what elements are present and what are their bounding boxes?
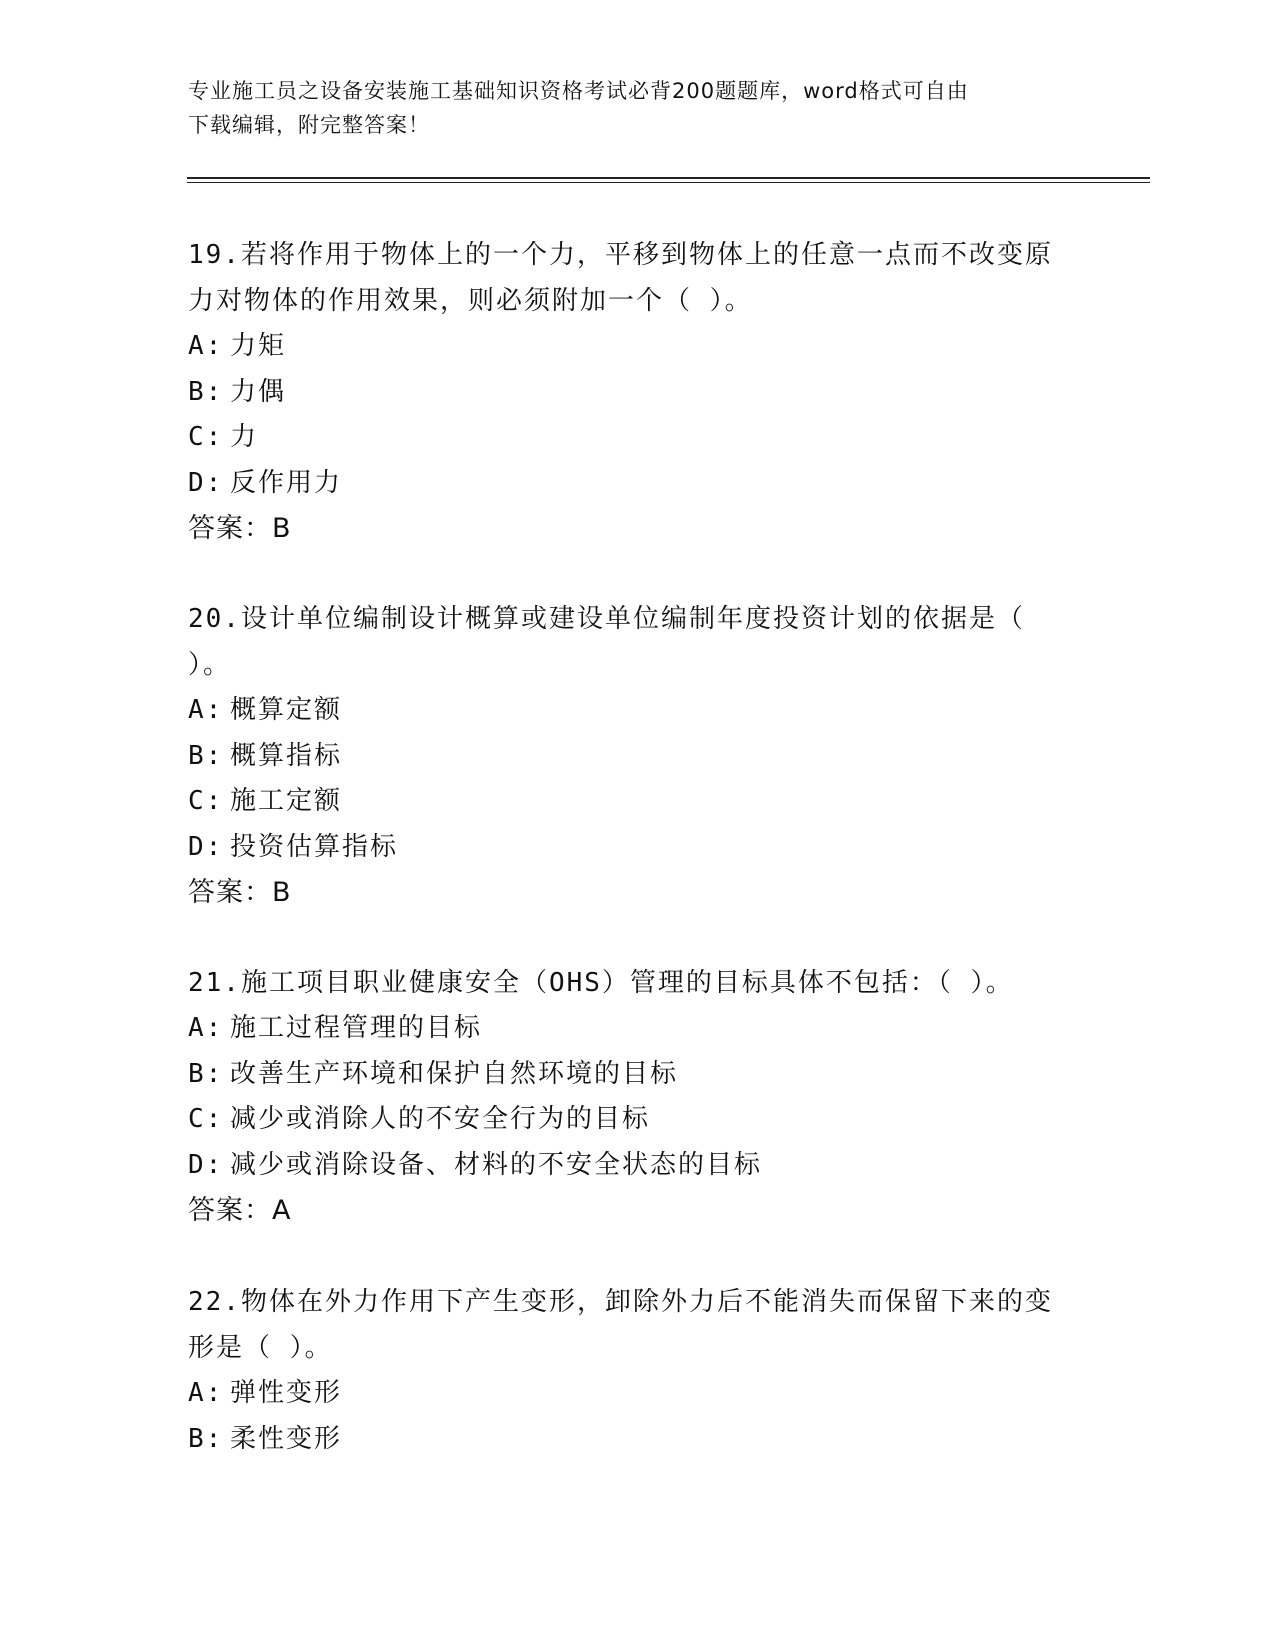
option-letter: D: xyxy=(188,831,224,862)
option-d xyxy=(188,825,1088,871)
option-text: 改善生产环境和保护自然环境的目标 xyxy=(230,1058,679,1089)
option-text: 减少或消除人的不安全行为的目标 xyxy=(230,1104,651,1134)
option-text: 减少或消除设备、材料的不安全状态的目标 xyxy=(230,1149,763,1180)
option-text: 施工过程管理的目标 xyxy=(230,1013,483,1043)
option-a xyxy=(188,688,1088,734)
option-d xyxy=(188,1143,1088,1189)
document-header xyxy=(188,74,1068,142)
option-b xyxy=(188,734,1088,780)
option-text: 力 xyxy=(230,422,259,452)
option-d xyxy=(188,461,1088,507)
question-stem-line: 力对物体的作用效果，则必须附加一个（ ）。 xyxy=(188,286,753,316)
option-b xyxy=(188,1052,1088,1098)
header-line-2: 下载编辑，附完整答案！ xyxy=(188,113,430,137)
option-letter: A: xyxy=(188,1013,224,1043)
option-letter: B: xyxy=(188,1423,224,1454)
option-b xyxy=(188,1417,1088,1463)
option-letter: C: xyxy=(188,1104,224,1134)
option-letter: C: xyxy=(188,786,224,816)
option-c xyxy=(188,415,1088,461)
option-c xyxy=(188,779,1088,825)
option-letter: B: xyxy=(188,740,224,771)
header-divider-thin xyxy=(187,182,1150,183)
question-22 xyxy=(188,1279,1088,1462)
option-text: 柔性变形 xyxy=(230,1423,343,1454)
option-c xyxy=(188,1097,1088,1143)
option-text: 力矩 xyxy=(230,331,287,361)
answer-line: 答案：B xyxy=(188,877,292,908)
question-stem-line: 形是（ ）。 xyxy=(188,1333,333,1363)
option-text: 概算定额 xyxy=(230,695,343,725)
question-stem-line: 19.若将作用于物体上的一个力，平移到物体上的任意一点而不改变原 xyxy=(188,240,1053,270)
answer-line: 答案：A xyxy=(188,1195,292,1226)
question-19 xyxy=(188,232,1088,552)
header-divider-thick xyxy=(187,177,1150,179)
option-a xyxy=(188,1371,1088,1417)
option-letter: D: xyxy=(188,467,224,498)
option-text: 投资估算指标 xyxy=(230,831,399,862)
option-text: 弹性变形 xyxy=(230,1378,343,1408)
question-stem-line: 20.设计单位编制设计概算或建设单位编制年度投资计划的依据是（ xyxy=(188,604,1025,634)
option-letter: D: xyxy=(188,1149,224,1180)
option-text: 力偶 xyxy=(230,376,287,407)
question-stem-line: 22.物体在外力作用下产生变形，卸除外力后不能消失而保留下来的变 xyxy=(188,1287,1053,1317)
question-stem-line: 21.施工项目职业健康安全（OHS）管理的目标具体不包括：（ ）。 xyxy=(188,968,1014,998)
option-letter: A: xyxy=(188,331,224,361)
option-b xyxy=(188,370,1088,416)
option-letter: B: xyxy=(188,1058,224,1089)
question-20 xyxy=(188,596,1088,916)
option-text: 概算指标 xyxy=(230,740,343,771)
question-21 xyxy=(188,960,1088,1234)
option-text: 施工定额 xyxy=(230,786,343,816)
option-letter: A: xyxy=(188,695,224,725)
option-letter: C: xyxy=(188,422,224,452)
question-stem-line: ）。 xyxy=(188,650,232,680)
answer-line: 答案：B xyxy=(188,513,292,544)
header-line-1: 专业施工员之设备安装施工基础知识资格考试必背200题题库，word格式可自由 xyxy=(188,79,969,103)
option-a xyxy=(188,324,1088,370)
option-letter: A: xyxy=(188,1378,224,1408)
option-a xyxy=(188,1006,1088,1052)
option-letter: B: xyxy=(188,376,224,407)
option-text: 反作用力 xyxy=(230,467,343,498)
